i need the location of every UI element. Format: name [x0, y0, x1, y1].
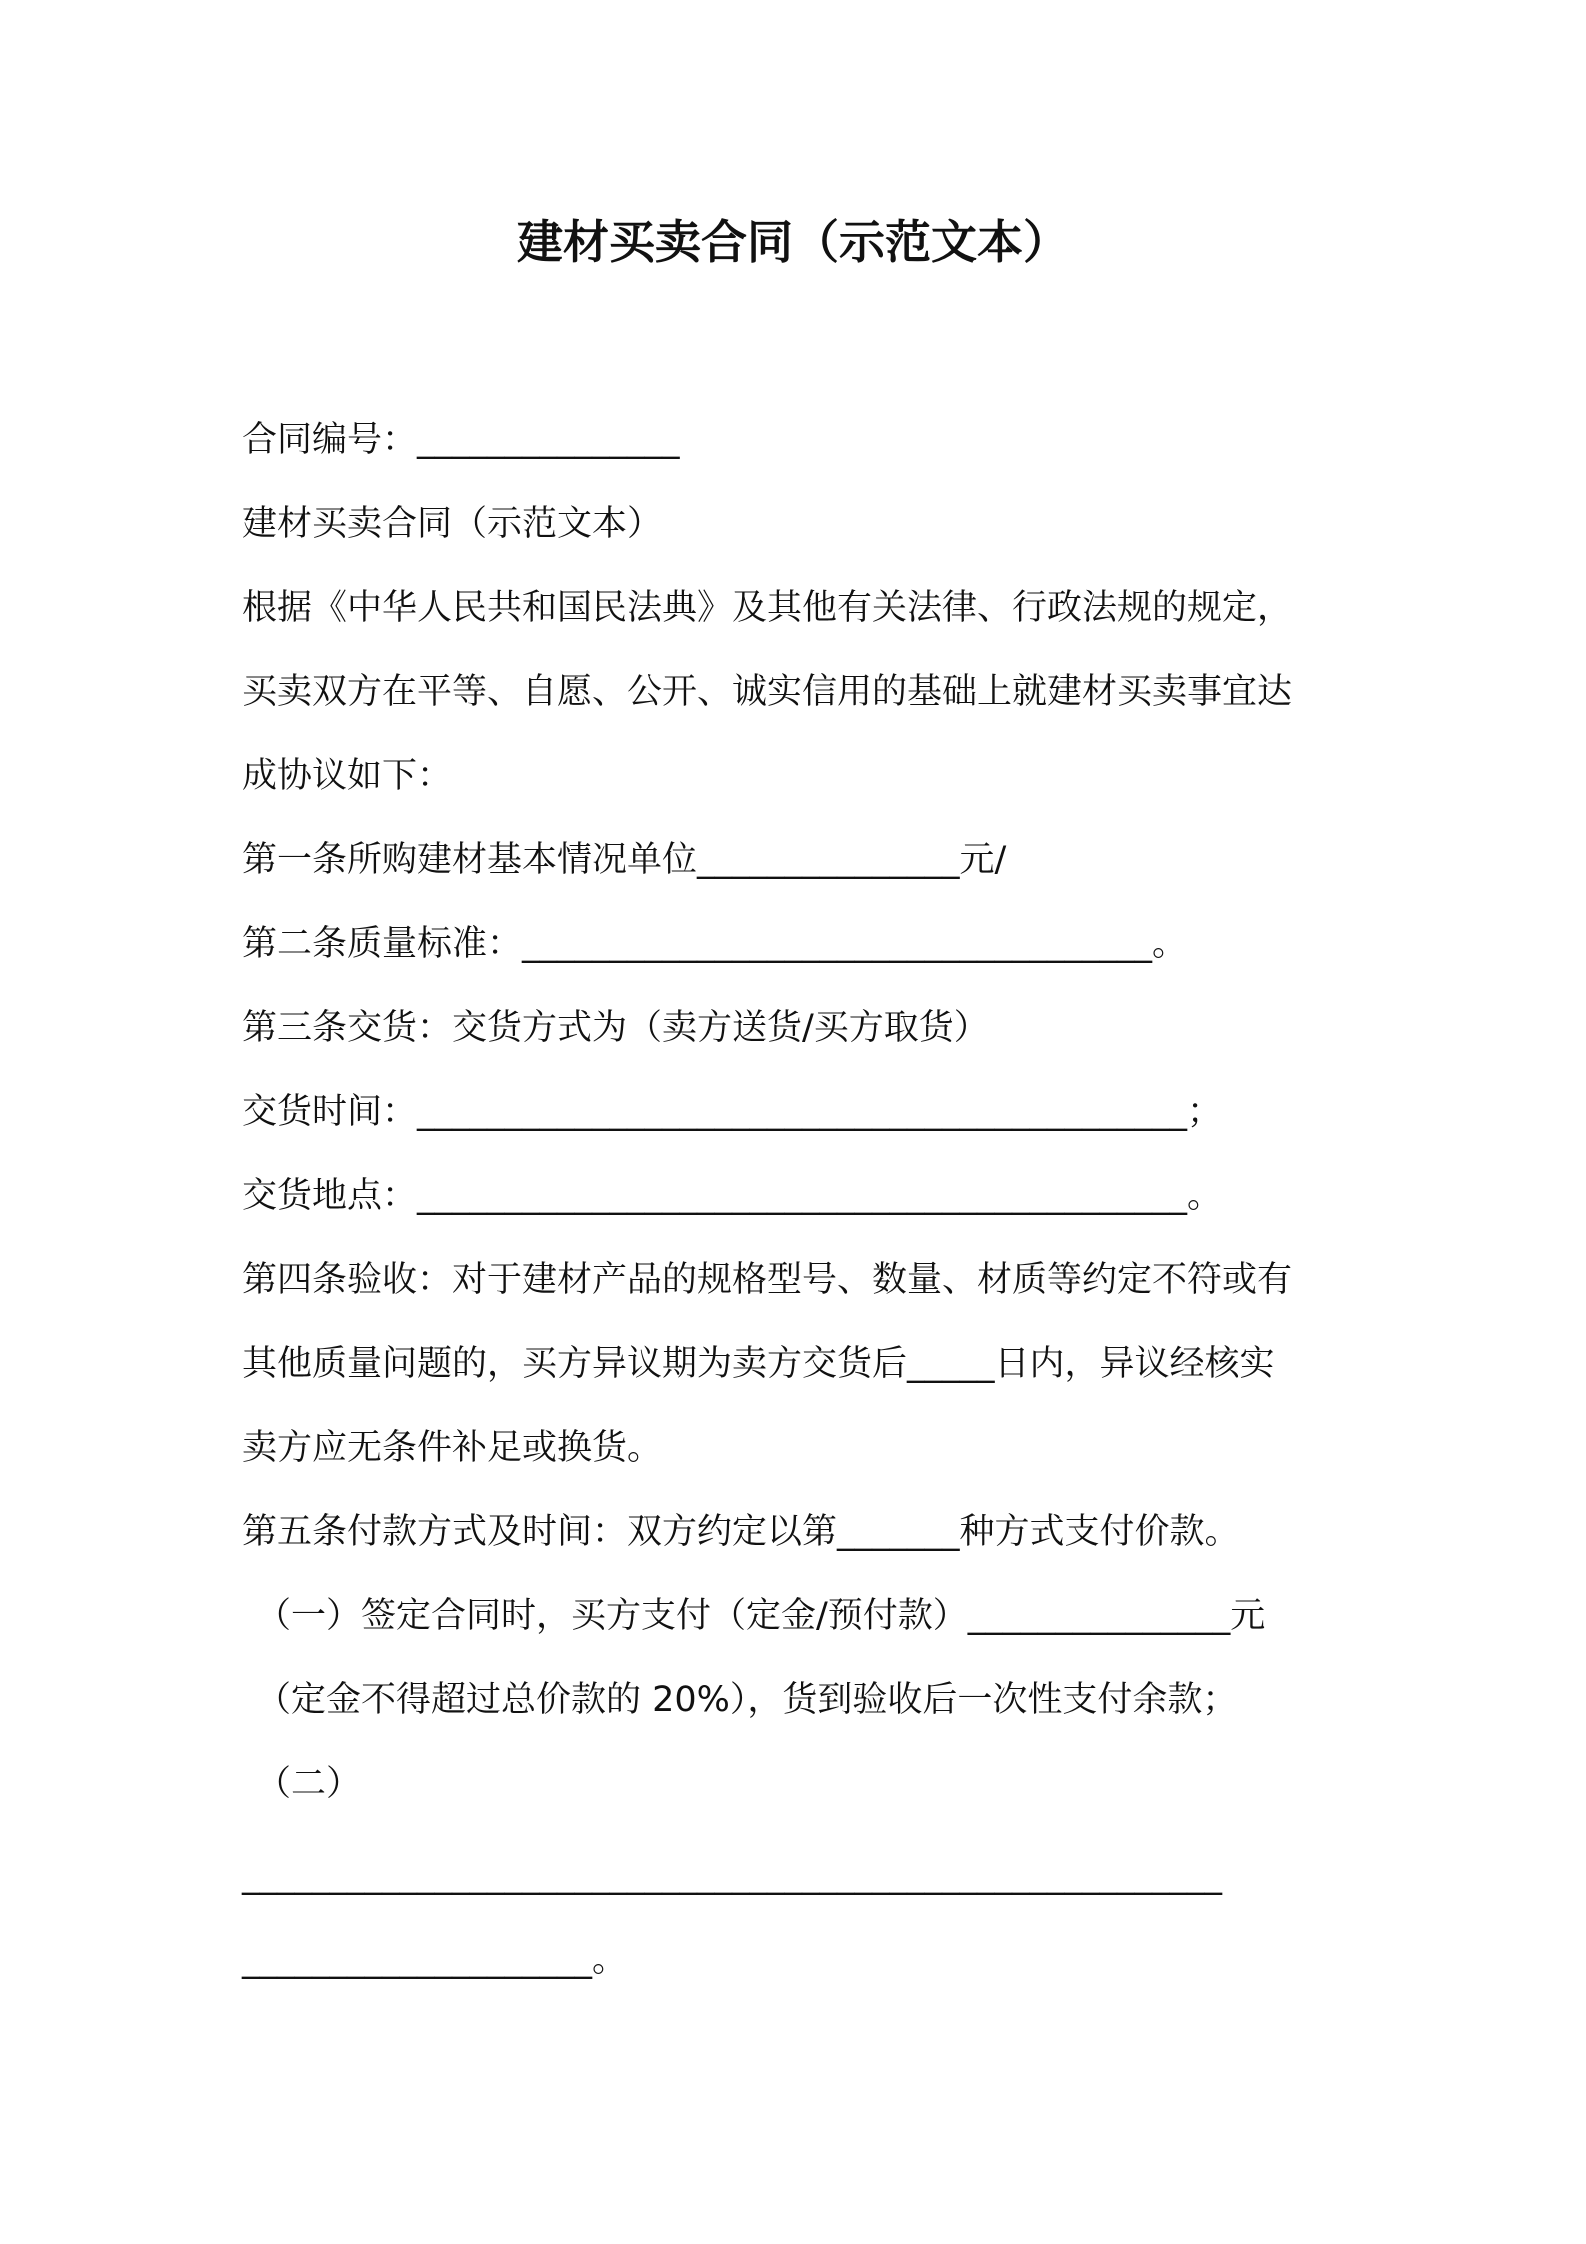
payment-option-2-blank-1: ________________________________________________________	[242, 1856, 1222, 1896]
article-1-line: 第一条所购建材基本情况单位_______________元/	[242, 840, 1007, 880]
article-3-line: 第三条交货：交货方式为（卖方送货/买方取货）	[242, 1008, 989, 1048]
preamble-line-3: 成协议如下：	[242, 756, 453, 796]
article-4-line-2: 其他质量问题的，买方异议期为卖方交货后_____日内，异议经核实	[242, 1344, 1275, 1384]
article-2-line: 第二条质量标准：____________________________________。	[242, 924, 1188, 964]
preamble-line-2: 买卖双方在平等、自愿、公开、诚实信用的基础上就建材买卖事宜达	[242, 672, 1293, 712]
preamble-line-1: 根据《中华人民共和国民法典》及其他有关法律、行政法规的规定，	[242, 588, 1293, 628]
payment-option-2-blank-2: ____________________。	[242, 1940, 628, 1980]
contract-number-line: 合同编号：_______________	[242, 420, 680, 460]
subtitle-line: 建材买卖合同（示范文本）	[242, 504, 663, 544]
article-4-line-3: 卖方应无条件补足或换货。	[242, 1428, 663, 1468]
delivery-place-line: 交货地点：____________________________________________。	[242, 1176, 1223, 1216]
delivery-time-line: 交货时间：____________________________________________；	[242, 1092, 1223, 1132]
article-4-line-1: 第四条验收：对于建材产品的规格型号、数量、材质等约定不符或有	[242, 1260, 1293, 1300]
payment-option-1-line-1: （一）签定合同时，买方支付（定金/预付款）_______________元	[256, 1596, 1266, 1636]
payment-option-2-label: （二）	[256, 1764, 362, 1804]
article-5-line: 第五条付款方式及时间：双方约定以第_______种方式支付价款。	[242, 1512, 1240, 1552]
payment-option-1-line-2: （定金不得超过总价款的 20%），货到验收后一次性支付余款；	[256, 1680, 1238, 1720]
document-title: 建材买卖合同（示范文本）	[517, 215, 1069, 269]
